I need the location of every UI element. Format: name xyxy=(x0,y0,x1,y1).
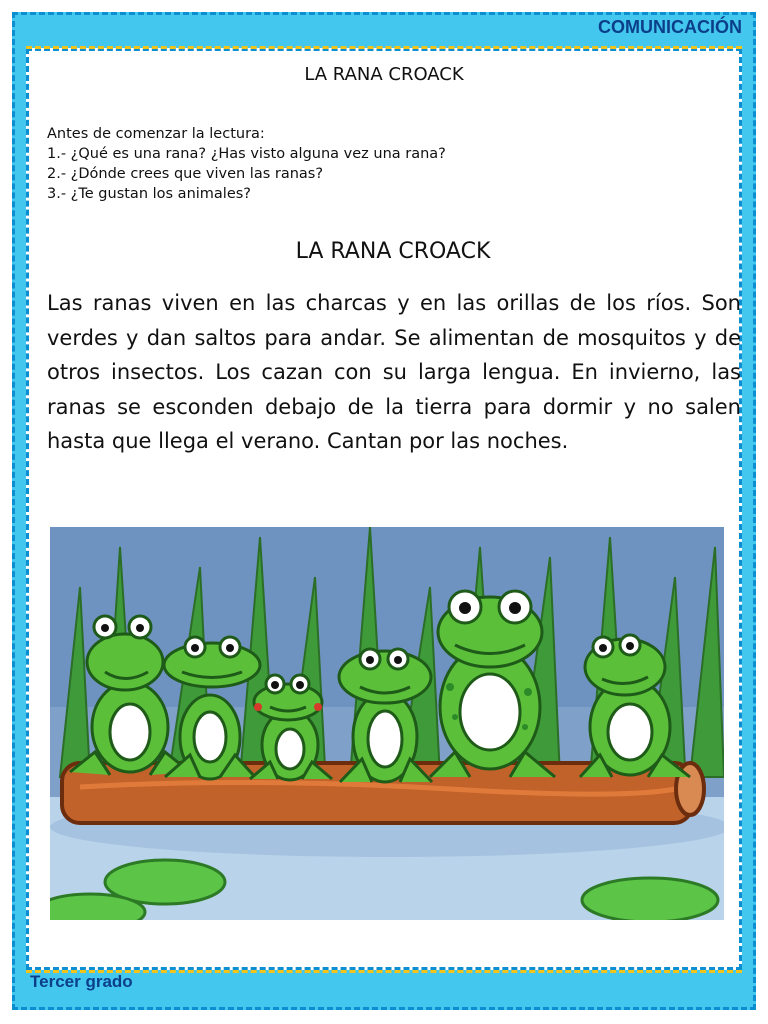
questions-intro: Antes de comenzar la lectura: xyxy=(47,126,265,142)
question-item: 1.- ¿Qué es una rana? ¿Has visto alguna vez una rana? xyxy=(47,146,446,162)
grade-label: Tercer grado xyxy=(30,972,133,991)
question-item: 2.- ¿Dónde crees que viven las ranas? xyxy=(47,166,324,182)
question-item: 3.- ¿Te gustan los animales? xyxy=(47,186,251,202)
header-divider xyxy=(26,46,742,49)
story-paragraph: Las ranas viven en las charcas y en las orillas de los ríos. Son verdes y dan saltos para andar. Se alimentan de mosquitos y de otros insectos. Los cazan con su larga lengua. En invierno, las ranas se esconden debajo de la tierra para dormir y no salen hasta que llega el verano. Cantan por las noches. xyxy=(47,291,741,453)
worksheet-title: LA RANA CROACK xyxy=(304,64,464,85)
subject-label: COMUNICACIÓN xyxy=(598,17,742,37)
footer-divider xyxy=(26,970,742,973)
frogs-illustration xyxy=(50,527,724,920)
story-title: LA RANA CROACK xyxy=(295,239,491,264)
pre-reading-questions xyxy=(47,124,446,204)
